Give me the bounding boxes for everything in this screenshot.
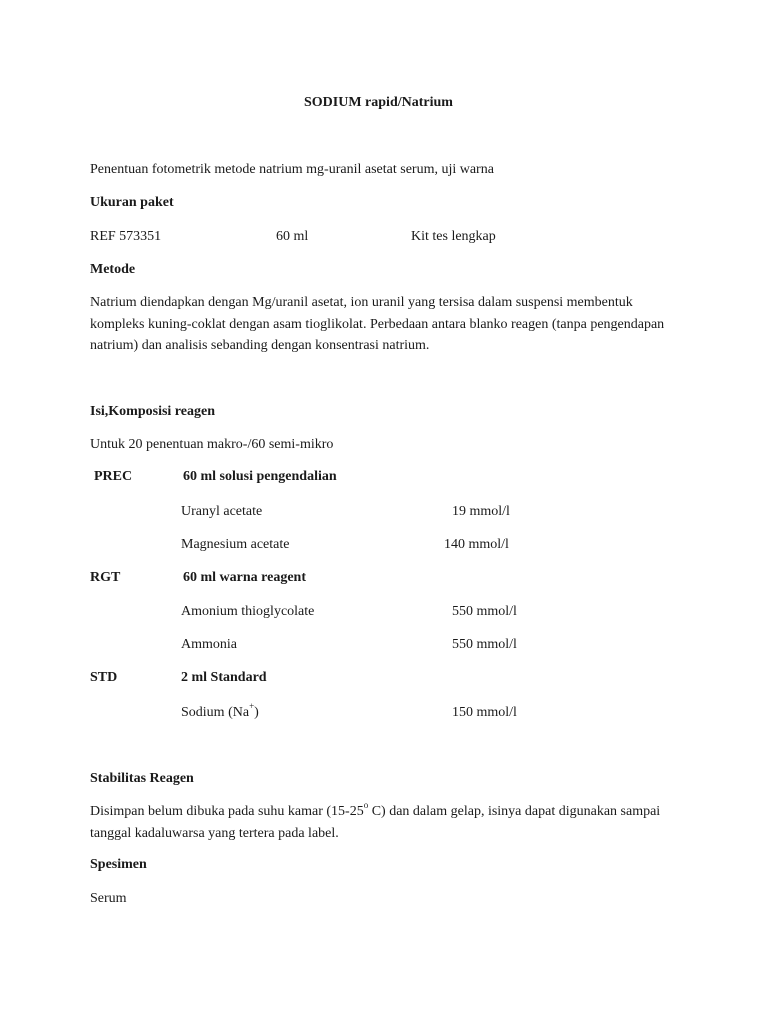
reagent-item-name: Ammonia [181, 637, 237, 652]
stability-text-b: C) dan dalam gelap, isinya dapat digunakan sampai tanggal kadaluwarsa yang tertera pada label. [90, 804, 661, 841]
sodium-name: Sodium (Na [181, 705, 250, 720]
sodium-charge: + [249, 701, 255, 712]
reagent-label-rgt: 60 ml warna reagent [183, 570, 306, 585]
reagent-label-std: 2 ml Standard [181, 670, 267, 685]
stability-heading: Stabilitas Reagen [90, 771, 194, 786]
contents-heading: Isi,Komposisi reagen [90, 404, 215, 419]
package-volume: 60 ml [276, 229, 309, 244]
reagent-code-std: STD [90, 670, 118, 685]
reagent-item-value: 140 mmol/l [444, 537, 509, 552]
reagent-item-name: Magnesium acetate [181, 537, 290, 552]
reagent-code-rgt: RGT [90, 570, 121, 585]
package-heading: Ukuran paket [90, 195, 174, 210]
sodium-close: ) [254, 705, 259, 720]
specimen-text: Serum [90, 891, 127, 906]
package-description: Kit tes lengkap [411, 229, 496, 244]
reagent-item-name: Uranyl acetate [181, 504, 263, 519]
reagent-item-value: 550 mmol/l [452, 604, 517, 619]
reagent-code-prec: PREC [94, 469, 133, 484]
reagent-label-prec: 60 ml solusi pengendalian [183, 469, 337, 484]
stability-text-a: Disimpan belum dibuka pada suhu kamar (15-25 [90, 804, 364, 819]
document-title: SODIUM rapid/Natrium [304, 95, 453, 110]
degree-sup: o [363, 800, 369, 811]
method-paragraph: Natrium diendapkan dengan Mg/uranil asetat, ion uranil yang tersisa dalam suspensi membentuk kompleks kuning-coklat dengan asam tioglikolat. Perbedaan antara blanko reagen (tanpa pengendapan natrium) dan analisis sebanding dengan konsentrasi natrium. [90, 295, 665, 353]
reagent-item-value: 550 mmol/l [452, 637, 517, 652]
contents-intro: Untuk 20 penentuan makro-/60 semi-mikro [90, 437, 334, 452]
stability-paragraph [90, 801, 690, 844]
intro-text: Penentuan fotometrik metode natrium mg-uranil asetat serum, uji warna [90, 162, 494, 177]
reagent-item-name: Amonium thioglycolate [181, 604, 315, 619]
method-heading: Metode [90, 262, 136, 277]
package-ref: REF 573351 [90, 229, 162, 244]
reagent-item-value: 150 mmol/l [452, 705, 517, 720]
reagent-item-value: 19 mmol/l [452, 504, 510, 519]
specimen-heading: Spesimen [90, 857, 147, 872]
reagent-item-sodium [181, 701, 259, 721]
